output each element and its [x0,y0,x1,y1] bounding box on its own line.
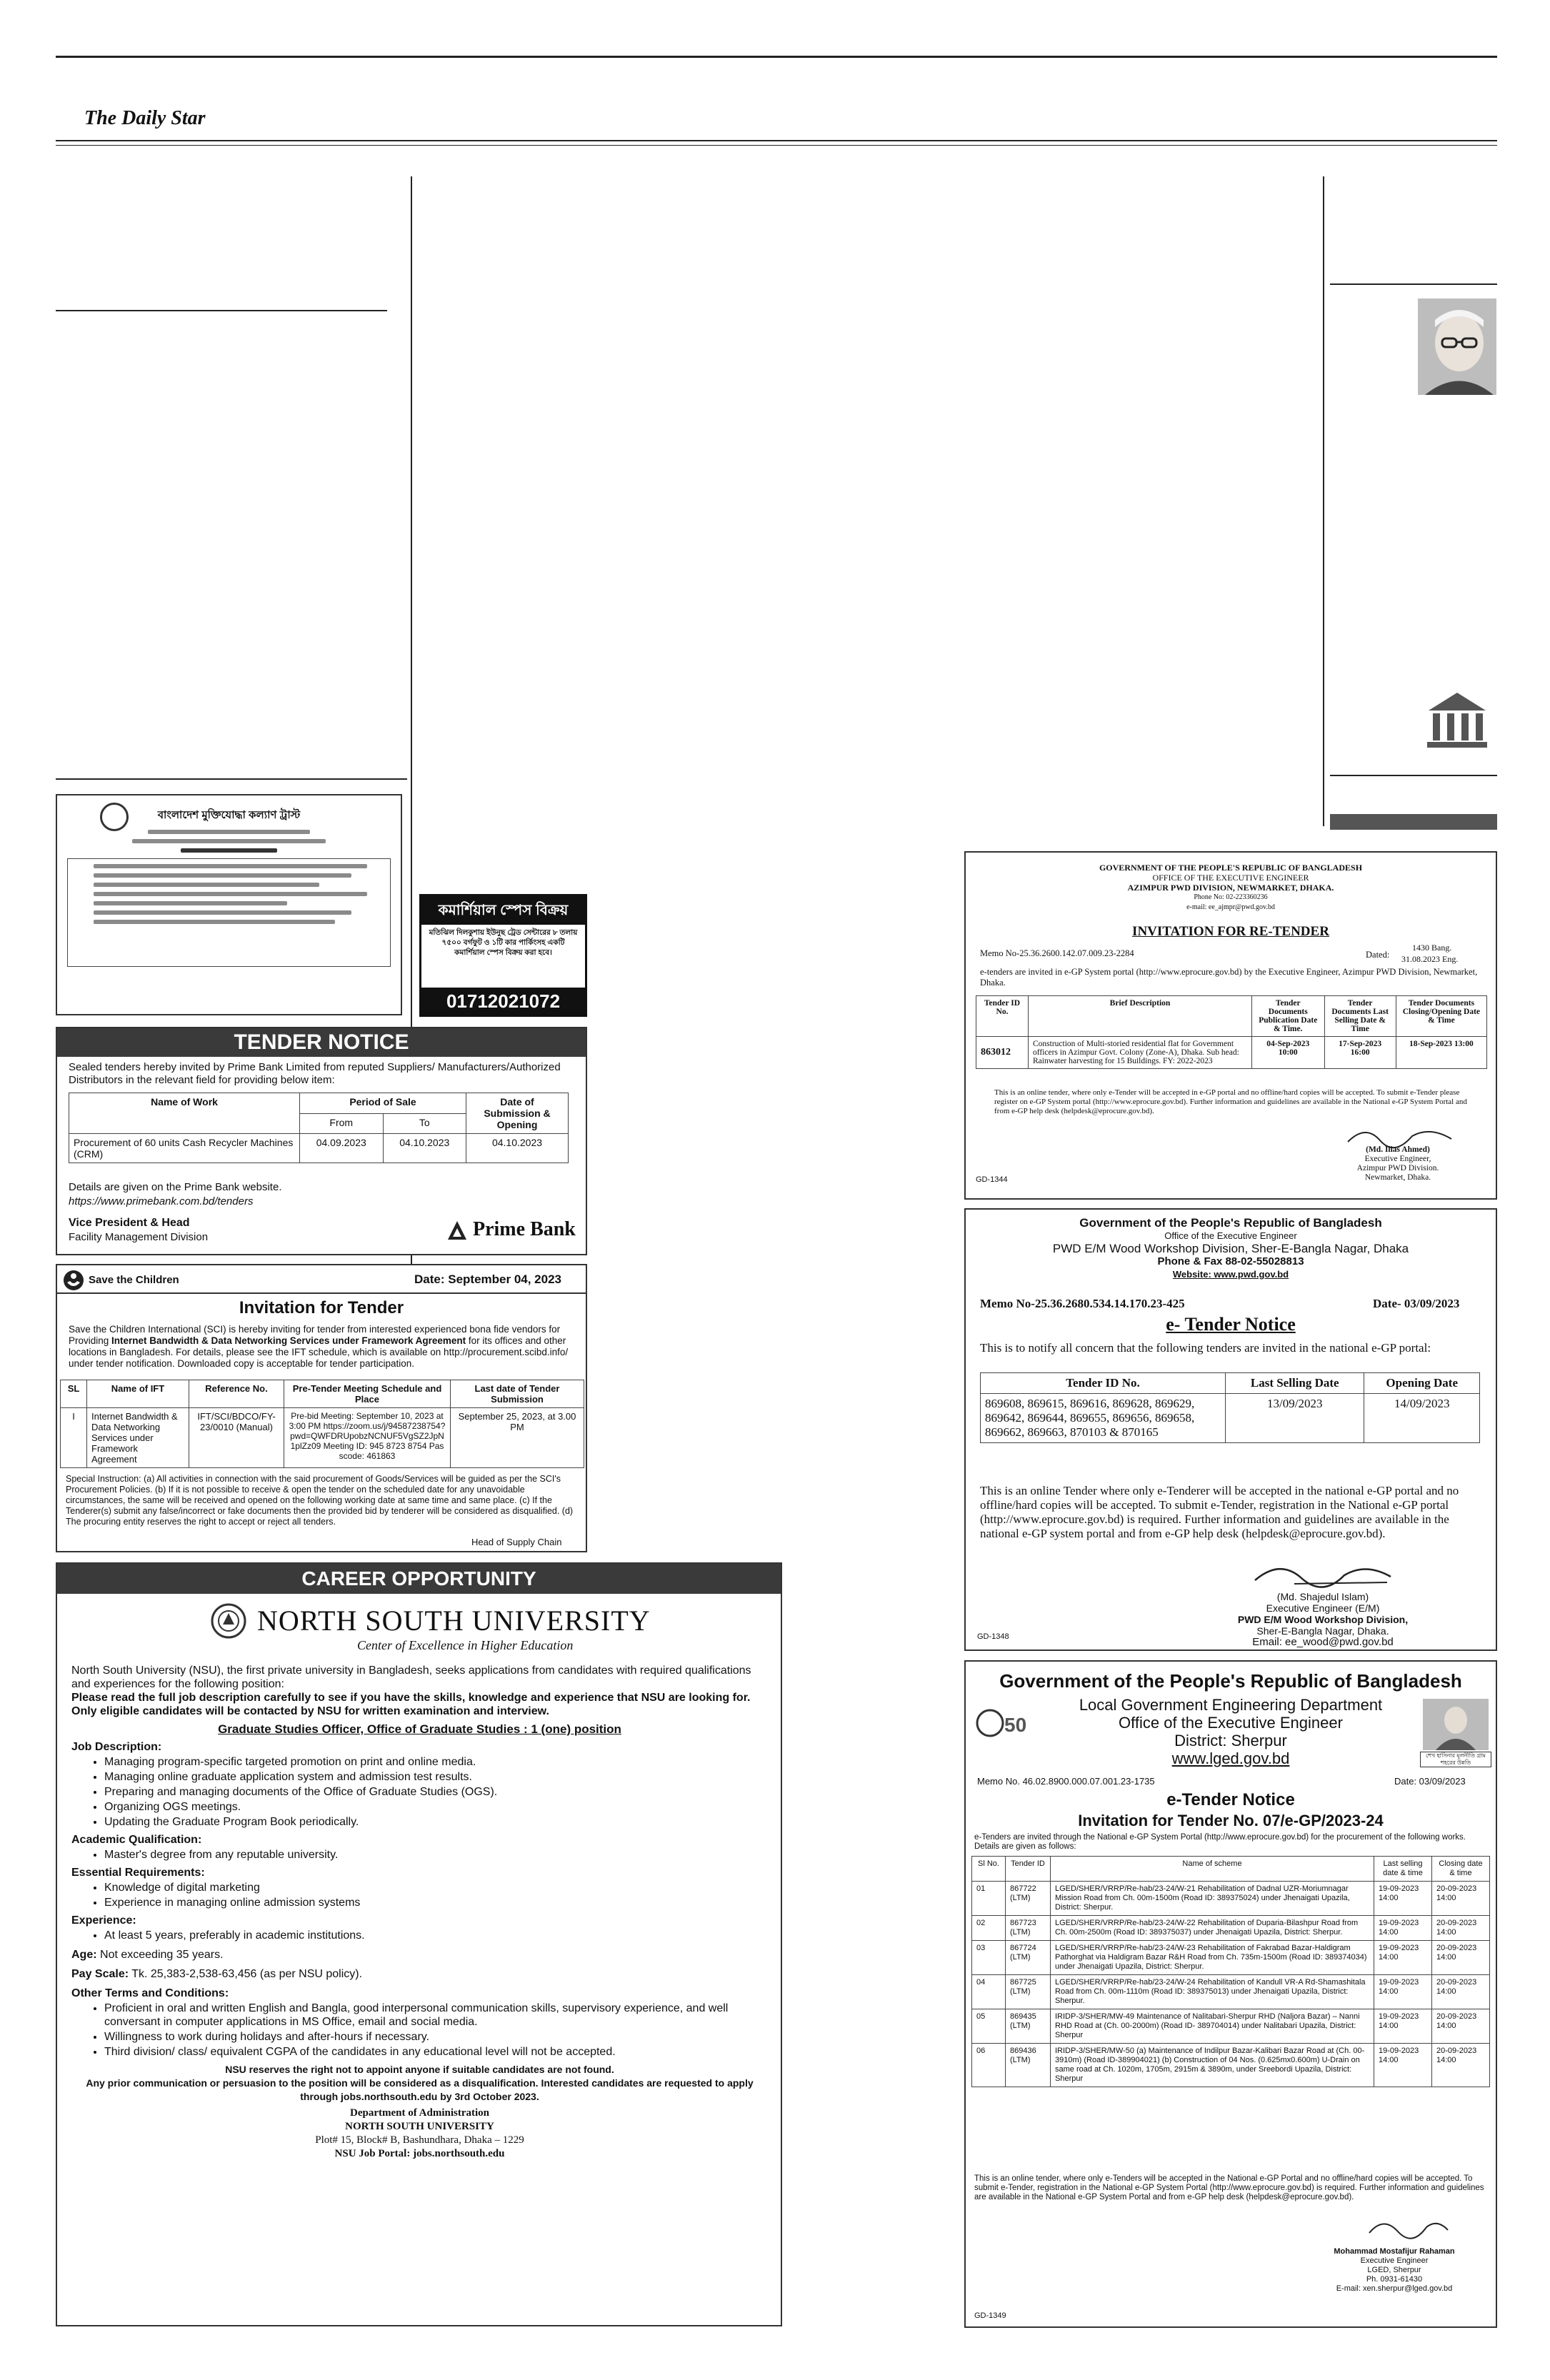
row-last: 17-Sep-2023 16:00 [1324,1037,1396,1069]
col-from: From [300,1113,384,1134]
azimpur-memo: Memo No-25.36.2600.142.07.009.23-2284 [980,948,1134,958]
table-row: 03 867724 (LTM) LGED/SHER/VRRP/Re-hab/23-24/W-23 Rehabilitation of Fakrabad Bazar-Haldigram Pathorghat via Haldigram Bazar R&H Road from Ch. 735m-1500m (Road ID: 389374034) under Jhenaigati Upazila, District: Sherpur. 19-09-2023 14:00 20-09-2023 14:00 [972,1941,1490,1975]
azimpur-date-label: Dated: [1366,950,1390,960]
row-work: Procurement of 60 units Cash Recycler Machines (CRM) [69,1134,300,1163]
row-ref: IFT/SCI/BDCO/FY-23/0010 (Manual) [189,1408,284,1468]
row-from: 04.09.2023 [300,1134,384,1163]
nsu-header: CAREER OPPORTUNITY [57,1564,781,1594]
prime-bank-sign-division: Facility Management Division [69,1231,209,1243]
nsu-position: Graduate Studies Officer, Office of Graduate Studies : 1 (one) position [218,1722,621,1736]
th-sl: Sl No. [972,1857,1006,1882]
azimpur-sign-block [1309,1145,1487,1183]
wood-sign-title: Executive Engineer (E/M) [1266,1602,1380,1614]
save-children-special: Special Instruction: (a) All activities in connection with the said procurement of Goods/Services will be guided as per the SCI's Procurement Policies. (b) If it is not possible to receive & open the tender on the scheduled date for any unavoidable circumstances, the same will be received and opened on the following working date at same time and same place. (c) If the Tenderer(s) submit any false/incorrect or fake documents then the provided bid by tenderer will be considered as disqualified. (d) The procuring entity reserves the right to accept or reject all tenders. [66,1474,574,1527]
row-open: 14/09/2023 [1364,1394,1480,1443]
wood-sign-block [1180,1591,1466,1648]
commercial-space-body: মতিঝিল দিলকুশায় ইউনুছ ট্রেড সেন্টারের ৮ তলায় ৭৫০০ বর্গফুট ও ১টি কার পার্কিংসহ একটি কমার্শিয়াল স্পেস বিক্রয় করা হবে। [429,928,578,957]
row-last: 13/09/2023 [1226,1394,1364,1443]
lged-note: This is an online tender, where only e-Tenders will be accepted in the National e-GP Portal and no offline/hard copies will be accepted. To submit e-Tender, registration in the National e-GP System Portal (http://www.eprocure.gov.bd) is required. Further information and guidelines are available in the National e-GP System Portal and from e-GP help desk (helpdesk@eprocure.gov.bd). [974,2174,1484,2201]
th-close: Closing date & time [1432,1857,1490,1882]
ad-wood-workshop-tender [964,1208,1497,1651]
table-row: 05 869435 (LTM) IRIDP-3/SHER/MW-49 Maintenance of Nalitabari-Sherpur RHD (Naljora Bazar) – Nanni RHD Road at (Ch. 00-2000m) (Road ID- 389704014) under Nalitabari Upazila, District: Sherpur 19-09-2023 14:00 20-09-2023 14:00 [972,2009,1490,2044]
columnist-portrait [1418,298,1496,395]
lged-title: e-Tender Notice [1166,1790,1295,1809]
save-children-sign: Head of Supply Chain [471,1537,562,1547]
table-row: 04 867725 (LTM) LGED/SHER/VRRP/Re-hab/23-24/W-24 Rehabilitation of Kandull VR-A Rd-Shamashitala Road from Ch. 00m-1110m (Road ID: 389375013) under Jhenaigati Upazila, District: Sherpur. 19-09-2023 14:00 20-09-2023 14:00 [972,1975,1490,2009]
row-last: September 25, 2023, at 3.00 PM [451,1408,584,1468]
nsu-pay: Pay Scale: Tk. 25,383-2,538-63,456 (as per NSU policy). [71,1968,363,1980]
nsu-job-desc-head: Job Description: [71,1741,162,1753]
list-item: • Managing program-specific targeted promotion on print and online media. [104,1755,768,1769]
lged-sign-title: Executive Engineer [1360,2256,1429,2265]
row-name: Internet Bandwidth & Data Networking Services under Framework Agreement [87,1408,189,1468]
azimpur-sign-div: Azimpur PWD Division. [1356,1164,1439,1173]
nsu-essential-list [71,1881,768,1909]
left-column-rule [56,310,387,311]
top-rule [56,56,1497,58]
lged-sign-block [1294,2247,1494,2294]
list-item: • Master's degree from any reputable university. [104,1848,768,1862]
lged-memo: Memo No. 46.02.8900.000.07.001.23-1735 [977,1776,1155,1787]
ad-nsu-career [56,1562,782,2326]
list-item: • At least 5 years, preferably in academic institutions. [104,1929,768,1942]
masthead-title: The Daily Star [84,107,206,129]
text-line [132,839,326,843]
prime-bank-header: TENDER NOTICE [57,1028,586,1057]
lged-dept: Local Government Engineering Department [1079,1696,1383,1714]
prime-bank-table [69,1093,569,1163]
table-row: 01 867722 (LTM) LGED/SHER/VRRP/Re-hab/23-24/W-21 Rehabilitation of Dadnal UZR-Moriumnagar Mission Road from Ch. 00m-1500m (Road ID: 389375024) under Jhenaigati Upazila, District: Sherpur. 19-09-2023 14:00 20-09-2023 14:00 [972,1882,1490,1916]
wood-phone: Phone & Fax 88-02-55028813 [1157,1255,1304,1267]
azimpur-office: OFFICE OF THE EXECUTIVE ENGINEER [1152,873,1309,883]
ad-azimpur-retender [964,851,1497,1200]
save-children-intro: Save the Children International (SCI) is hereby inviting for tender from interested experienced bona fide vendors for Providing Internet Bandwidth & Data Networking Services under Framework Agreement for its offices and other locations in Bangladesh. For details, please see the IFT schedule, which is available on http://procurement.scibd.info/ under tender notification. Downloaded copy is acceptable for tender participation. [69,1324,569,1369]
lged-sign-dept: LGED, Sherpur [1367,2266,1421,2274]
list-item: • Proficient in oral and written English and Bangla, good interpersonal communication skills, supervisory experience, and well conversant in computer applications in MS Office, email and social media. [104,2002,768,2029]
col-to: To [383,1113,466,1134]
list-item: • Preparing and managing documents of the Office of Graduate Studies (OGS). [104,1785,768,1799]
lged-header [966,1696,1496,1767]
azimpur-title: INVITATION FOR RE-TENDER [1132,924,1329,939]
th-name: Name of IFT [87,1380,189,1408]
azimpur-note: This is an online tender, where only e-Tender will be accepted in e-GP portal and no offline/hard copies will be accepted. To submit e-Tender please register on e-GP System portal (http://www.eprocure.gov.bd). Further information and guidelines are available in the National e-GP System Portal and from e-GP help desk (helpdesk@eprocure.gov.bd). [994,1088,1467,1115]
th-desc: Brief Description [1029,996,1252,1037]
prime-bank-sign-title: Vice President & Head [69,1217,190,1229]
lged-gov: Government of the People's Republic of Bangladesh [999,1670,1462,1692]
th-id: Tender ID No. [981,1373,1226,1394]
col-date-submission: Date of Submission & Opening [466,1093,569,1134]
azimpur-table [976,995,1487,1069]
nsu-academic-head: Academic Qualification: [71,1834,202,1846]
azimpur-gov: GOVERNMENT OF THE PEOPLE'S REPUBLIC OF BANGLADESH [1099,863,1363,873]
nsu-canvass: Any prior communication or persuasion to the position will be considered as a disqualification. Interested candidates are requested to apply through jobs.northsouth.edu by 3rd October 2023. [86,2077,754,2102]
list-item: • Knowledge of digital marketing [104,1881,768,1894]
list-item: • Willingness to work during holidays and after-hours if necessary. [104,2030,768,2044]
wood-gov: Government of the People's Republic of Bangladesh [1079,1216,1382,1230]
lged-signature [1366,2213,1451,2241]
wood-sign-email: Email: ee_wood@pwd.gov.bd [1252,1636,1394,1648]
commercial-space-phone[interactable]: 01712021072 [421,988,585,1015]
azimpur-email: e-mail: ee_ajmpr@pwd.gov.bd [1186,903,1275,911]
ad-save-the-children [56,1264,587,1552]
wood-office: Office of the Executive Engineer [1164,1230,1297,1241]
th-last: Tender Documents Last Selling Date & Time [1324,996,1396,1037]
row-id: 863012 [976,1037,1029,1069]
lged-sign-phone: Ph. 0931-61430 [1366,2275,1423,2284]
save-children-org: Save the Children [89,1274,179,1286]
row-to: 04.10.2023 [383,1134,466,1163]
col-period: Period of Sale [300,1093,466,1114]
nsu-addr1: NORTH SOUTH UNIVERSITY [345,2121,494,2132]
prime-bank-logo-icon [446,1220,468,1241]
th-id: Tender ID [1006,1857,1051,1882]
list-item: • Experience in managing online admission systems [104,1896,768,1909]
list-item: • Updating the Graduate Program Book periodically. [104,1815,768,1829]
th-last: Last selling date & time [1374,1857,1432,1882]
azimpur-intro: e-tenders are invited in e-GP System portal (http://www.eprocure.gov.bd) by the Executive Engineer, Azimpur PWD Division, Newmarket, Dhaka. [980,967,1478,988]
masthead-rule-1 [56,140,1497,141]
azimpur-gd: GD-1344 [976,1175,1008,1184]
left-column-bottom-rule [56,778,407,780]
th-sl: SL [61,1380,87,1408]
nsu-other-head: Other Terms and Conditions: [71,1987,229,1999]
azimpur-sign-title: Executive Engineer, [1364,1155,1431,1163]
wood-memo: Memo No-25.36.2680.534.14.170.23-425 [980,1297,1185,1310]
nsu-age: Age: Not exceeding 35 years. [71,1949,224,1961]
lged-badge: শেখ হাসিনার মূলনীতি গ্রাম শহরের উন্নতি [1420,1752,1491,1767]
nsu-name: NORTH SOUTH UNIVERSITY [257,1605,651,1637]
save-children-date: Date: September 04, 2023 [414,1272,561,1286]
nsu-reserve: NSU reserves the right not to appoint anyone if suitable candidates are not found. [225,2064,614,2075]
th-pub: Tender Documents Publication Date & Time. [1252,996,1325,1037]
commercial-space-title: কমার্শিয়াল স্পেস বিক্রয় [421,896,585,925]
row-pub: 04-Sep-2023 10:00 [1252,1037,1325,1069]
row-desc: Construction of Multi-storied residential flat for Government officers in Azimpur Govt. Colony (Zone-A), Dhaka. Sub head: Rainwater harvesting for 15 Buildings. FY: 2022-2023 [1029,1037,1252,1069]
wood-gd: GD-1348 [977,1632,1009,1641]
save-children-logo-icon [63,1270,84,1291]
azimpur-date-bang: 1430 Bang. [1412,943,1452,953]
svg-text:50: 50 [1004,1714,1027,1736]
lged-office: Office of the Executive Engineer [1119,1714,1343,1732]
azimpur-date-eng: 31.08.2023 Eng. [1401,954,1459,964]
text-line [148,830,310,834]
row-ids: 869608, 869615, 869616, 869628, 869629, 869642, 869644, 869655, 869656, 869658, 869662, 869663, 870103 & 870165 [981,1394,1226,1443]
list-item: • Organizing OGS meetings. [104,1800,768,1814]
th-last: Last date of Tender Submission [451,1380,584,1408]
trust-logo-icon [100,803,129,831]
nsu-intro: North South University (NSU), the first private university in Bangladesh, seeks applications from candidates with required qualifications and experiences for the following position: [71,1665,751,1690]
wood-sign-loc: Sher-E-Bangla Nagar, Dhaka. [1256,1625,1389,1637]
ad-commercial-space [419,894,587,1017]
nsu-essential-head: Essential Requirements: [71,1867,205,1879]
trust-name: বাংলাদেশ মুক্তিযোদ্ধা কল্যাণ ট্রাস্ট [157,809,301,821]
portrait-image [1418,298,1496,395]
wood-date: Date- 03/09/2023 [1373,1297,1460,1310]
wood-intro: This is to notify all concern that the following tenders are invited in the national e-GP portal: [980,1341,1431,1355]
ad-freedom-fighter-trust [56,794,402,1015]
lged-pm-photo [1423,1699,1489,1750]
lged-subtitle: Invitation for Tender No. 07/e-GP/2023-24 [1078,1812,1384,1829]
nsu-portal[interactable]: NSU Job Portal: jobs.northsouth.edu [334,2148,505,2159]
lged-intro: e-Tenders are invited through the National e-GP System Portal (http://www.eprocure.gov.bd) for the procurement of the following works. Details are given as follows: [974,1833,1466,1851]
azimpur-division: AZIMPUR PWD DIVISION, NEWMARKET, DHAKA. [1127,883,1334,893]
azimpur-signature [1344,1120,1459,1149]
nsu-experience-list [71,1929,768,1942]
nsu-intro-bold: Please read the full job description carefully to see if you have the skills, knowledge and experience that NSU are looking for. Only eligible candidates will be contacted by NSU for written examination and interview. [71,1692,751,1717]
wood-header [966,1217,1496,1281]
right-column-dark-strip [1330,814,1497,830]
prime-bank-details: Details are given on the Prime Bank website. [69,1181,282,1193]
trust-table [67,858,391,967]
save-children-title: Invitation for Tender [239,1298,404,1317]
prime-bank-url[interactable]: https://www.primebank.com.bd/tenders [69,1195,254,1207]
right-column-rule [1330,283,1497,285]
lged-district: District: Sherpur [1174,1732,1287,1749]
wood-note: This is an online Tender where only e-Tenderer will be accepted in the national e-GP portal and no offline/hard copies will be accepted. To submit e-Tender, registration in the National e-GP portal (http://www.eprocure.gov.bd) is required. Further information and guidelines are available in the national e-GP system portal and from e-GP help desk (helpdesk@eprocure.gov.bd). [980,1484,1459,1540]
nsu-experience-head: Experience: [71,1914,136,1927]
th-pre: Pre-Tender Meeting Schedule and Place [284,1380,451,1408]
nsu-tagline: Center of Excellence in Higher Education [357,1638,574,1652]
azimpur-header [966,863,1496,913]
row-sl: I [61,1408,87,1468]
lged-date: Date: 03/09/2023 [1394,1776,1466,1787]
th-open: Tender Documents Closing/Opening Date & Time [1396,996,1486,1037]
azimpur-sign-name: (Md. Ilias Ahmed) [1366,1145,1430,1154]
lged-sign-email: E-mail: xen.sherpur@lged.gov.bd [1336,2284,1453,2293]
nsu-job-desc-list [71,1755,768,1829]
lged-sign-name: Mohammad Mostafijur Rahaman [1334,2247,1455,2256]
azimpur-sign-loc: Newmarket, Dhaka. [1364,1173,1431,1182]
table-row: 02 867723 (LTM) LGED/SHER/VRRP/Re-hab/23-24/W-22 Rehabilitation of Duparia-Bilashpur Road from Ch. 00m-2500m (Road ID: 389375037) under Jhenaigati Upazila, District: Sherpur. 19-09-2023 14:00 20-09-2023 14:00 [972,1916,1490,1941]
save-children-table [60,1380,584,1468]
lged-table [971,1856,1490,2087]
wood-table [980,1372,1480,1443]
wood-sign-name: (Md. Shajedul Islam) [1276,1591,1369,1602]
wood-sign-div: PWD E/M Wood Workshop Division, [1237,1614,1409,1625]
prime-bank-intro: Sealed tenders hereby invited by Prime Bank Limited from reputed Suppliers/ Manufacturers/Authorized Distributors in the relevant field for providing below item: [69,1061,561,1086]
text-line [181,848,278,853]
th-id: Tender ID No. [976,996,1029,1037]
row-opening: 04.10.2023 [466,1134,569,1163]
lged-gd: GD-1349 [974,2311,1006,2320]
nsu-academic-list [71,1848,768,1862]
list-item: • Managing online graduate application system and admission test results. [104,1770,768,1784]
nsu-seal-icon [211,1603,246,1639]
nsu-addr2: Plot# 15, Block# B, Bashundhara, Dhaka – 1229 [315,2134,524,2146]
column-divider-right [1323,176,1324,826]
wood-division: PWD E/M Wood Workshop Division, Sher-E-Bangla Nagar, Dhaka [1052,1242,1409,1255]
lged-website[interactable]: www.lged.gov.bd [1171,1749,1290,1767]
right-column-bottom-rule [1330,775,1497,776]
ad-prime-bank-tender [56,1027,587,1255]
nsu-dept: Department of Administration [350,2107,489,2119]
ad-lged-sherpur-tender [964,1660,1497,2328]
th-name: Name of scheme [1051,1857,1374,1882]
masthead-rule-2 [56,145,1497,146]
row-open: 18-Sep-2023 13:00 [1396,1037,1486,1069]
row-pre: Pre-bid Meeting: September 10, 2023 at 3:00 PM https://zoom.us/j/94587238754?pwd=QWFDRUpobzNCNUF5VgSZ2JpN1plZz09 Meeting ID: 945 8723 8754 Passcode: 461863 [284,1408,451,1468]
col-name-of-work: Name of Work [69,1093,300,1134]
azimpur-phone: Phone No: 02-223360236 [1194,893,1268,901]
th-ref: Reference No. [189,1380,284,1408]
wood-signature [1251,1555,1394,1591]
institution-pillar-icon [1421,689,1493,753]
nsu-other-list [71,2002,768,2059]
list-item: • Third division/ class/ equivalent CGPA of the candidates in any educational level will not be accepted. [104,2045,768,2059]
nsu-body [71,1664,768,2161]
th-last: Last Selling Date [1226,1373,1364,1394]
wood-title: e- Tender Notice [1166,1314,1296,1335]
th-open: Opening Date [1364,1373,1480,1394]
wood-website[interactable]: Website: www.pwd.gov.bd [1172,1269,1289,1280]
prime-bank-logo: Prime Bank [473,1218,576,1240]
table-row: 06 869436 (LTM) IRIDP-3/SHER/MW-50 (a) Maintenance of Indilpur Bazar-Kalibari Bazar Road at (Ch. 00-3910m) (Road ID-389904021) (b) Construction of 04 Nos. (0.625mx0.600m) U-Drain on same road at Ch. 1020m, 1705m, 2915m & 3890m, under Sreebordi Upazila, District: Sherpur 19-09-2023 14:00 20-09-2023 14:00 [972,2044,1490,2087]
